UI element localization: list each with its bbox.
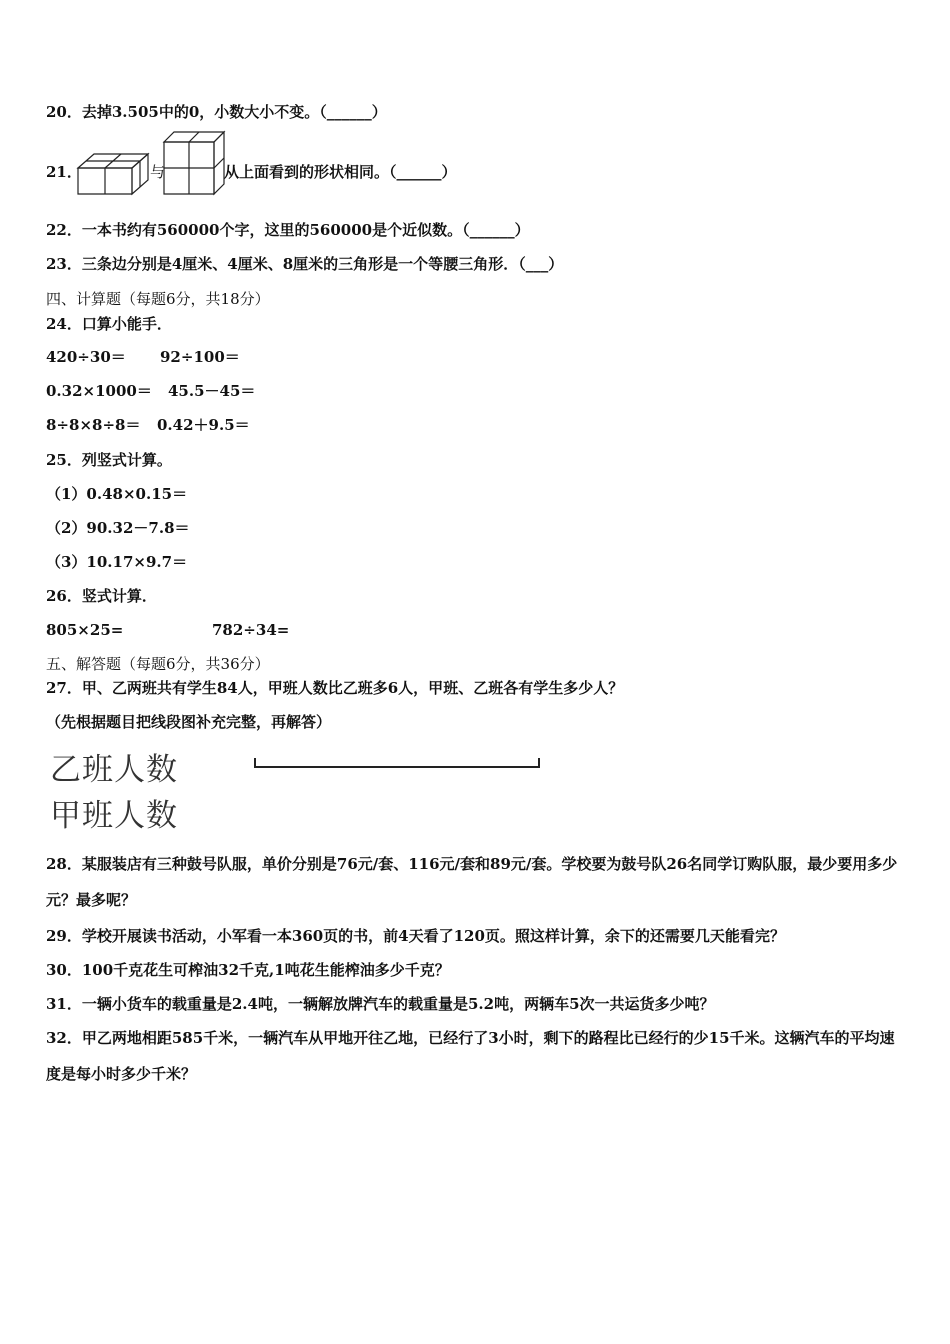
question-21-and: 与 [150,163,166,181]
line-segment-diagram [46,742,510,834]
question-27: 27．甲、乙两班共有学生84人，甲班人数比乙班多6人，甲班、乙班各有学生多少人？ [46,679,624,697]
oral-calc-3a: 8÷8×8÷8＝ [46,416,141,434]
vertical-calc-2: （2）90.32－7.8＝ [46,519,190,537]
vertical-calc-3: （3）10.17×9.7＝ [46,553,188,571]
section-5-heading: 五、解答题（每题6分，共36分） [46,655,270,673]
question-21-number: 21． [46,163,82,181]
oral-calc-2b: 45.5－45＝ [168,382,256,400]
cube-stack-figure [162,130,226,196]
question-26-b: 782÷34= [212,621,290,639]
question-27-note: （先根据题目把线段图补充完整，再解答） [46,713,332,731]
section-4-heading: 四、计算题（每题6分，共18分） [46,290,270,308]
oral-calc-2a: 0.32×1000＝ [46,382,152,400]
oral-calc-3b: 0.42＋9.5＝ [157,416,250,434]
question-23: 23．三条边分别是4厘米、4厘米、8厘米的三角形是一个等腰三角形．（___） [46,255,564,273]
question-26-a: 805×25= [46,621,124,639]
segment-right-tick [538,758,540,768]
class-a-label: 甲班人数 [50,798,178,834]
question-31: 31．一辆小货车的载重量是2.4吨，一辆解放牌汽车的载重量是5.2吨，两辆车5次一共运货多少吨？ [46,995,715,1013]
question-30: 30．100千克花生可榨油32千克,1吨花生能榨油多少千克？ [46,961,450,979]
question-29: 29．学校开展读书活动，小军看一本360页的书，前4天看了120页。照这样计算，余下的还需要几天能看完？ [46,927,785,945]
vertical-calc-1: （1）0.48×0.15＝ [46,485,188,503]
oral-calc-1b: 92÷100＝ [160,348,240,366]
cuboid-2x2-figure [76,150,150,196]
question-28: 28．某服装店有三种鼓号队服，单价分别是76元/套、116元/套和89元/套。学校要为鼓号队26名同学订购队服，最少要用多少元？最多呢？ [46,855,898,909]
question-22: 22．一本书约有560000个字，这里的560000是个近似数。（______） [46,221,530,239]
class-b-label: 乙班人数 [50,752,178,788]
question-32: 32．甲乙两地相距585千米，一辆汽车从甲地开往乙地，已经行了3小时，剩下的路程比已经行的少15千米。这辆汽车的平均速度是每小时多少千米？ [46,1029,895,1083]
question-25: 25．列竖式计算。 [46,451,172,469]
oral-calc-1a: 420÷30＝ [46,348,126,366]
class-b-segment [254,766,540,768]
question-24: 24．口算小能手． [46,315,172,333]
question-21-text: 从上面看到的形状相同。（______） [224,163,457,181]
question-20: 20．去掉3.505中的0，小数大小不变。（______） [46,103,387,121]
question-26: 26．竖式计算． [46,587,157,605]
